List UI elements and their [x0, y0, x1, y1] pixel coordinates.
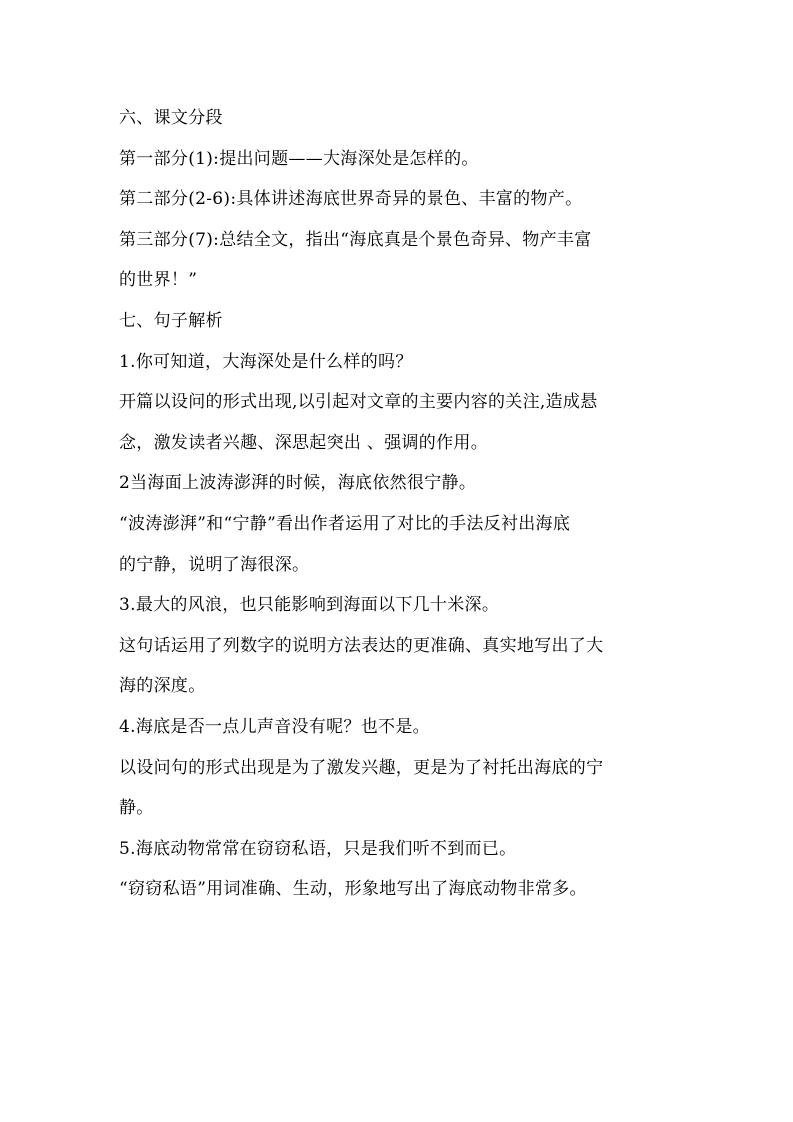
section-heading-segmentation: 六、课文分段: [119, 108, 223, 128]
analysis-line: 海的深度。: [119, 676, 206, 697]
paragraph-line: 第一部分(1):提出问题——大海深处是怎样的。: [119, 148, 479, 169]
analysis-line: 开篇以设问的形式出现,以引起对文章的主要内容的关注,造成悬: [119, 392, 598, 413]
section-heading-sentence-analysis: 七、句子解析: [119, 310, 223, 331]
document-body: [119, 98, 679, 910]
analysis-line: 以设问句的形式出现是为了激发兴趣，更是为了衬托出海底的宁: [119, 757, 604, 778]
paragraph-line: 第三部分(7):总结全文，指出“海底真是个景色奇异、物产丰富: [119, 229, 592, 250]
sentence-item: 2当海面上波涛澎湃的时候，海底依然很宁静。: [119, 473, 477, 494]
analysis-line: 的宁静，说明了海很深。: [119, 554, 310, 575]
sentence-item: 4.海底是否一点儿声音没有呢？也不是。: [119, 716, 430, 737]
paragraph-line: 第二部分(2-6):具体讲述海底世界奇异的景色、丰富的物产。: [119, 189, 583, 210]
sentence-item: 3.最大的风浪，也只能影响到海面以下几十米深。: [119, 595, 500, 616]
sentence-item: 1.你可知道，大海深处是什么样的吗？: [119, 351, 413, 372]
analysis-line: 静。: [119, 798, 154, 819]
sentence-item: 5.海底动物常常在窃窃私语，只是我们听不到而已。: [119, 838, 517, 859]
analysis-line: “波涛澎湃”和“宁静”看出作者运用了对比的手法反衬出海底: [119, 513, 571, 534]
analysis-line: 念，激发读者兴趣、深思起突出 、强调的作用。: [119, 432, 489, 453]
paragraph-line: 的世界！”: [119, 270, 198, 291]
analysis-line: 这句话运用了列数字的说明方法表达的更准确、真实地写出了大: [119, 635, 604, 656]
analysis-line: “窃窃私语”用词准确、生动，形象地写出了海底动物非常多。: [119, 879, 587, 900]
